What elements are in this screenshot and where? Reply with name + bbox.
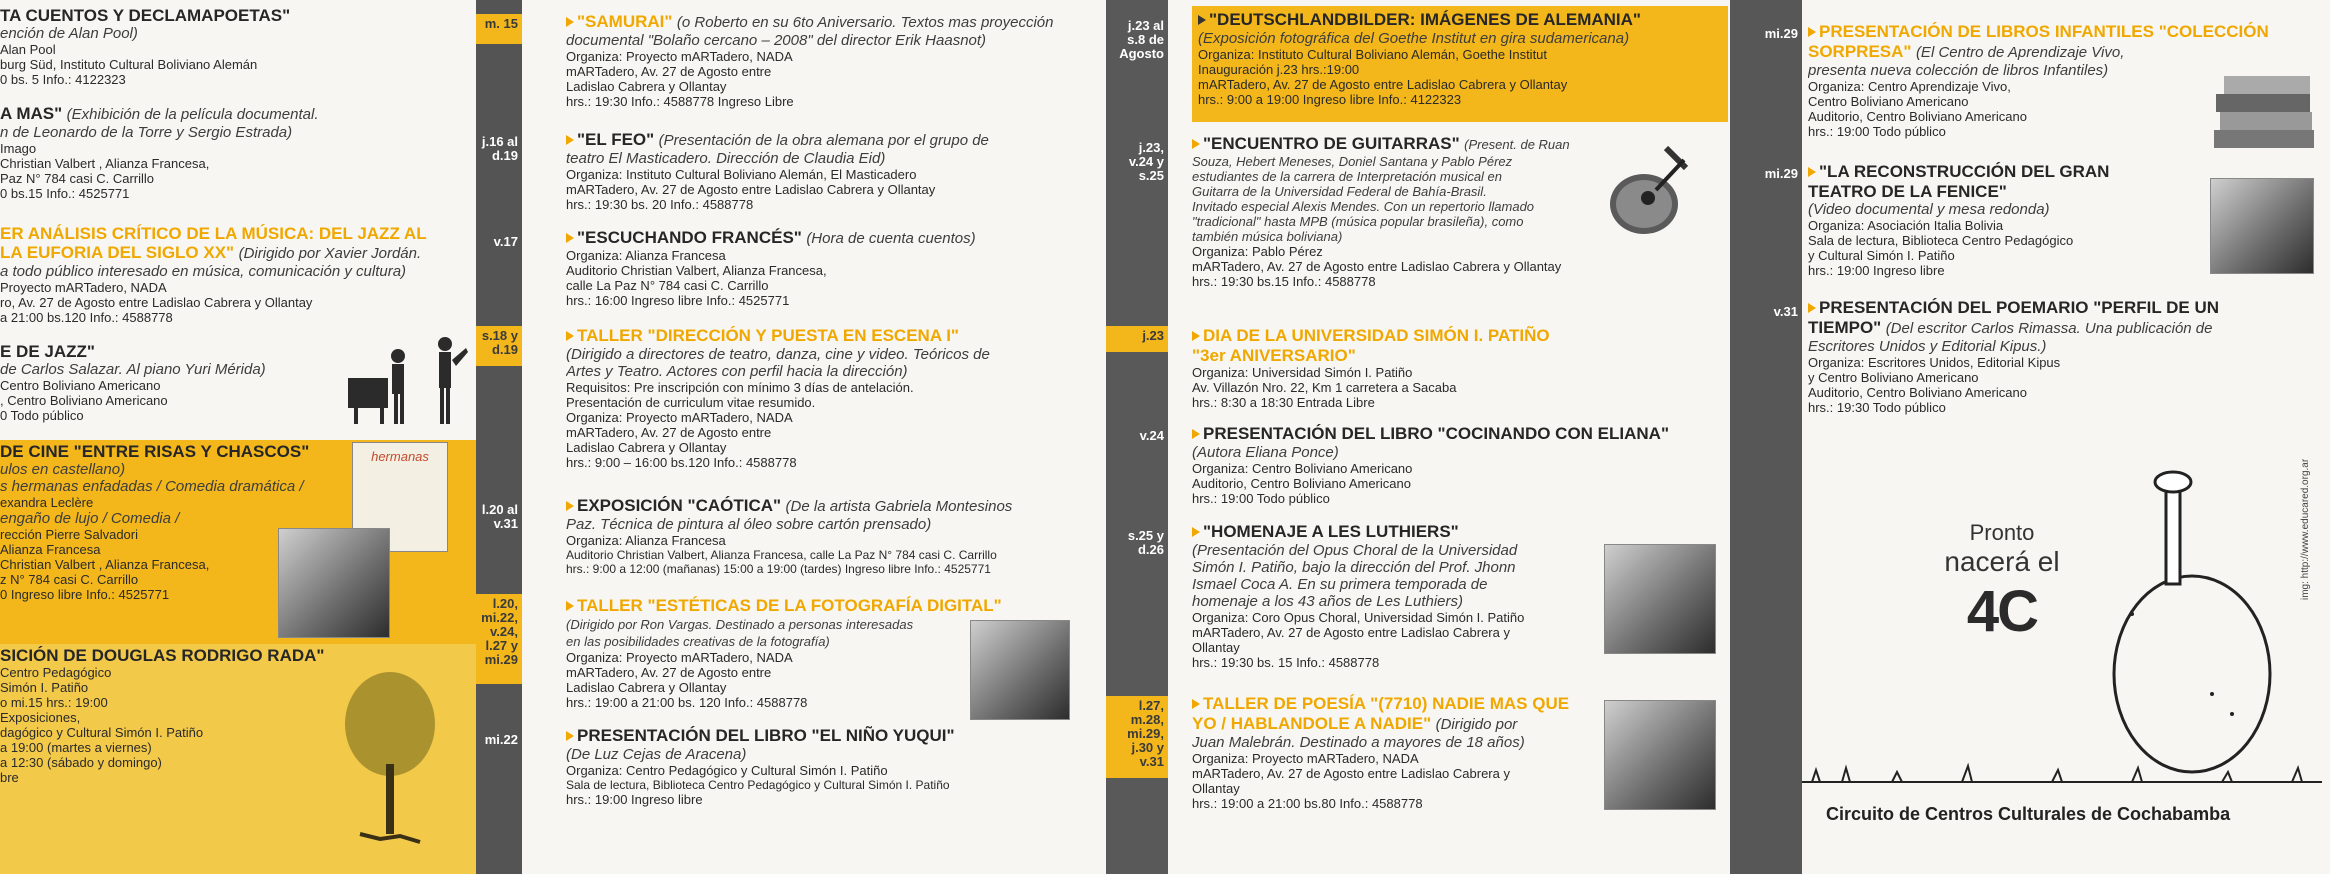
event-title: PRESENTACIÓN DEL LIBRO "EL NIÑO YUQUI" (577, 726, 955, 745)
event-line: Requisitos: Pre inscripción con mínimo 3 días de antelación. (566, 380, 914, 395)
books-stack-icon (2204, 60, 2324, 160)
event-line: exandra Leclère (0, 495, 94, 510)
event-line: Ollantay (1192, 640, 1240, 655)
event-title: PRESENTACIÓN DE LIBROS INFANTILES "COLECCIÓN (1819, 22, 2269, 41)
event-line: Centro Boliviano Americano (0, 378, 161, 393)
event-subtitle: de Carlos Salazar. Al piano Yuri Mérida) (0, 361, 266, 378)
event-line: 0 bs. 5 Info.: 4122323 (0, 72, 126, 87)
event-line: Sala de lectura, Biblioteca Centro Pedagógico y Cultural Simón I. Patiño (566, 778, 950, 792)
event-line: Organiza: Escritores Unidos, Editorial Kipus (1808, 355, 2061, 370)
event-line: 0 Todo público (0, 408, 84, 423)
event-line: mARTadero, Av. 27 de Agosto entre Ladislao Cabrera y Ollantay (1192, 259, 1562, 274)
date-tag: mi.29 (1764, 26, 1798, 41)
event-line: Centro Pedagógico (0, 665, 112, 680)
event-line: Organiza: Centro Pedagógico y Cultural Simón I. Patiño (566, 763, 888, 778)
event-line: burg Süd, Instituto Cultural Boliviano Alemán (0, 57, 258, 72)
event-line: hrs.: 19:30 bs.15 Info.: 4588778 (1192, 274, 1376, 289)
footer-title: Circuito de Centros Culturales de Cochabamba (1826, 804, 2231, 824)
image-credit: img: http://www.educared.org.ar (2300, 458, 2311, 600)
event-subtitle: Simón I. Patiño, bajo la dirección del Prof. Jhonn (1192, 559, 1516, 576)
arrow-icon (1808, 167, 1816, 177)
event-subtitle: Guitarra de la Universidad Federal de Bahía-Brasil. (1192, 184, 1487, 199)
event-line: Av. Villazón Nro. 22, Km 1 carretera a Sacaba (1192, 380, 1457, 395)
event-subtitle: Artes y Teatro. Actores con perfil hacia la dirección) (566, 363, 908, 380)
panel-4 (1802, 0, 2330, 874)
event-line: Organiza: Proyecto mARTadero, NADA (566, 650, 793, 665)
event-line: Auditorio, Centro Boliviano Americano (1808, 385, 2027, 400)
event-line: Alianza Francesa (0, 542, 101, 557)
event-line: y Cultural Simón I. Patiño (1808, 248, 1955, 263)
event-subtitle: (o Roberto en su 6to Aniversario. Textos mas proyección (676, 14, 1054, 31)
event-line: Auditorio, Centro Boliviano Americano (1192, 476, 1411, 491)
photographer-portrait (970, 620, 1070, 720)
event-line: Organiza: Alianza Francesa (566, 248, 726, 263)
date-strip-3 (1106, 0, 1168, 874)
guitar-icon (1596, 138, 1706, 248)
event-dia-universidad (1192, 326, 1728, 410)
event-line: bre (0, 770, 19, 785)
event-title: TEATRO DE LA FENICE" (1808, 182, 2007, 201)
event-line: Alan Pool (0, 42, 56, 57)
event-subtitle: teatro El Masticadero. Dirección de Claudia Eid) (566, 150, 886, 167)
arrow-icon (1192, 429, 1200, 439)
poet-photo (1604, 700, 1716, 810)
event-line: hrs.: 19:00 Todo público (1192, 491, 1330, 506)
event-deutschlandbilder (1192, 6, 1728, 122)
event-line: mARTadero, Av. 27 de Agosto entre (566, 425, 772, 440)
event-line: Simón I. Patiño (0, 680, 89, 695)
event-line: Sala de lectura, Biblioteca Centro Pedagógico (1808, 233, 2074, 248)
event-subtitle: (Present. de Ruan (1464, 137, 1570, 152)
event-line: mARTadero, Av. 27 de Agosto entre Ladislao Cabrera y (1192, 625, 1510, 640)
event-subtitle: "tradicional" hasta MPB (música popular brasileña), como (1192, 214, 1524, 229)
arrow-icon (566, 501, 574, 511)
event-cine-risas (0, 440, 476, 644)
event-line: y Centro Boliviano Americano (1808, 370, 1979, 385)
event-escuchando-frances (566, 228, 1086, 308)
arrow-icon (1808, 27, 1816, 37)
event-line: Christian Valbert , Alianza Francesa, (0, 156, 210, 171)
event-line: Organiza: Proyecto mARTadero, NADA (1192, 751, 1419, 766)
event-title: ER ANÁLISIS CRÍTICO DE LA MÚSICA: DEL JAZZ AL (0, 224, 427, 243)
date-tag: j.23, v.24 y s.25 (1128, 140, 1164, 183)
event-line: engaño de lujo / Comedia / (0, 510, 180, 527)
event-title: "SAMURAI" (577, 12, 673, 31)
event-line: Inauguración j.23 hrs.:19:00 (1198, 62, 1360, 77)
event-line: hrs.: 19:00 a 21:00 bs. 120 Info.: 4588778 (566, 695, 808, 710)
event-subtitle: (Dirigido por Xavier Jordán. (238, 245, 422, 262)
promo-line: Pronto (1969, 520, 2035, 545)
event-subtitle: Paz. Técnica de pintura al óleo sobre cartón prensado) (566, 516, 932, 533)
event-el-feo (566, 130, 1086, 212)
arrow-icon (566, 731, 574, 741)
event-line: hrs.: 19:30 Info.: 4588778 Ingreso Libre (566, 94, 794, 109)
date-tag: v.31 (1773, 304, 1798, 319)
teatro-fenice-photo (2210, 178, 2314, 274)
event-line: Centro Boliviano Americano (1808, 94, 1969, 109)
event-line: Paz N° 784 casi C. Carrillo (0, 171, 155, 186)
event-title: "HOMENAJE A LES LUTHIERS" (1203, 522, 1459, 541)
event-subtitle: (Video documental y mesa redonda) (1808, 201, 2050, 218)
event-line: mARTadero, Av. 27 de Agosto entre (566, 665, 772, 680)
event-line: Presentación de curriculum vitae resumido. (566, 395, 816, 410)
event-subtitle: ención de Alan Pool) (0, 25, 138, 42)
panel-left (0, 0, 476, 874)
event-line: Organiza: Asociación Italia Bolivia (1808, 218, 2004, 233)
event-subtitle: Invitado especial Alexis Mendes. Con un repertorio llamado (1192, 199, 1535, 214)
event-title: TIEMPO" (1808, 318, 1882, 337)
event-subtitle: (Presentación del Opus Choral de la Universidad (1192, 542, 1518, 559)
event-title: DIA DE LA UNIVERSIDAD SIMÓN I. PATIÑO (1203, 326, 1550, 345)
arrow-icon (1192, 699, 1200, 709)
arrow-icon (566, 331, 574, 341)
event-line: Organiza: Coro Opus Choral, Universidad Simón I. Patiño (1192, 610, 1525, 625)
event-title: TALLER DE POESÍA "(7710) NADIE MAS QUE (1203, 694, 1570, 713)
event-line: hrs.: 19:00 Todo público (1808, 124, 1946, 139)
event-line: hrs.: 19:00 Ingreso libre (1808, 263, 1945, 278)
event-title: "DEUTSCHLANDBILDER: IMÁGENES DE ALEMANIA" (1209, 10, 1641, 29)
event-subtitle: documental "Bolaño cercano – 2008" del director Erik Haasnot) (566, 32, 987, 49)
event-title: E DE JAZZ" (0, 342, 95, 361)
date-tag: j.23 al s.8 de Agosto (1119, 18, 1164, 61)
event-line: Ladislao Cabrera y Ollantay (566, 79, 727, 94)
event-subtitle: homenaje a los 43 años de Les Luthiers) (1192, 593, 1464, 610)
arrow-icon (566, 601, 574, 611)
event-subtitle: Juan Malebrán. Destinado a mayores de 18 años) (1192, 734, 1525, 751)
event-line: hrs.: 19:30 Todo público (1808, 400, 1946, 415)
event-subtitle: (Exhibición de la película documental. (66, 106, 319, 123)
event-subtitle: (Dirigido a directores de teatro, danza, cine y video. Teóricos de (566, 346, 990, 363)
event-taller-direccion (566, 326, 1086, 470)
event-subtitle: (Exposición fotográfica del Goethe Institut en gira sudamericana) (1198, 30, 1630, 47)
event-line: Auditorio, Centro Boliviano Americano (1808, 109, 2027, 124)
event-line: a 12:30 (sábado y domingo) (0, 755, 162, 770)
event-line: mARTadero, Av. 27 de Agosto entre (566, 64, 772, 79)
event-title: A MAS" (0, 104, 63, 123)
event-line: Ladislao Cabrera y Ollantay (566, 680, 727, 695)
event-nino-yuqui (566, 726, 1086, 807)
poster-title: hermanas (371, 449, 429, 464)
event-line: hrs.: 19:30 bs. 20 Info.: 4588778 (566, 197, 754, 212)
date-tag: j.16 al d.19 (481, 134, 518, 163)
date-strip-2 (476, 0, 522, 874)
event-line: mARTadero, Av. 27 de Agosto entre Ladislao Cabrera y Ollantay (566, 182, 936, 197)
event-line: ro, Av. 27 de Agosto entre Ladislao Cabrera y Ollantay (0, 295, 313, 310)
event-line: mARTadero, Av. 27 de Agosto entre Ladislao Cabrera y (1192, 766, 1510, 781)
grass-line-icon (1802, 762, 2322, 786)
event-line: , Centro Boliviano Americano (0, 393, 168, 408)
event-subtitle: (Dirigido por (1435, 716, 1518, 733)
luthiers-photo (1604, 544, 1716, 654)
event-subtitle: presenta nueva colección de libros Infantiles) (1808, 62, 2109, 79)
event-line: hrs.: 9:00 a 19:00 Ingreso libre Info.: 4122323 (1198, 92, 1462, 107)
event-title: SORPRESA" (1808, 42, 1912, 61)
event-title: EXPOSICIÓN "CAÓTICA" (577, 496, 782, 515)
event-line: a 21:00 bs.120 Info.: 4588778 (0, 310, 173, 325)
event-line: 0 bs.15 Info.: 4525771 (0, 186, 130, 201)
date-tag: s.25 y d.26 (1127, 528, 1164, 557)
date-tag: l.20, mi.22, v.24, l.27 y mi.29 (476, 594, 522, 684)
event-line: mARTadero, Av. 27 de Agosto entre Ladislao Cabrera y Ollantay (1198, 77, 1568, 92)
hatching-egg-icon (2092, 464, 2282, 794)
panel-2 (522, 0, 1090, 874)
event-line: Ladislao Cabrera y Ollantay (566, 440, 727, 455)
date-tag: mi.29 (1764, 166, 1798, 181)
event-title: "ENCUENTRO DE GUITARRAS" (1203, 134, 1460, 153)
date-tag: v.17 (493, 234, 518, 249)
event-cocinando-eliana (1192, 424, 1728, 506)
date-tag: s.18 y d.19 (476, 326, 522, 366)
date-strip-4 (1730, 0, 1802, 874)
event-line: Proyecto mARTadero, NADA (0, 280, 167, 295)
arrow-icon (1808, 303, 1816, 313)
event-line: hrs.: 16:00 Ingreso libre Info.: 4525771 (566, 293, 790, 308)
event-subtitle: Souza, Hebert Meneses, Doniel Santana y Pablo Pérez (1192, 154, 1513, 169)
event-line: hrs.: 19:00 a 21:00 bs.80 Info.: 4588778 (1192, 796, 1423, 811)
event-exposicion-caotica (566, 496, 1090, 576)
event-line: rección Pierre Salvadori (0, 527, 139, 542)
event-line: hrs.: 19:30 bs. 15 Info.: 4588778 (1192, 655, 1380, 670)
date-tag: j.23 (1106, 326, 1168, 352)
event-cuentos (0, 6, 470, 106)
event-line: Organiza: Instituto Cultural Boliviano Alemán, Goethe Institut (1198, 47, 1548, 62)
event-title: TALLER "DIRECCIÓN Y PUESTA EN ESCENA I" (577, 326, 959, 345)
date-tag: m. 15 (476, 14, 522, 44)
event-line: Organiza: Proyecto mARTadero, NADA (566, 49, 793, 64)
date-tag: mi.22 (484, 732, 518, 747)
event-subtitle: (Presentación de la obra alemana por el grupo de (658, 132, 989, 149)
event-title: DE CINE "ENTRE RISAS Y CHASCOS" (0, 442, 310, 461)
event-title: SICIÓN DE DOUGLAS RODRIGO RADA" (0, 646, 325, 665)
event-subtitle: (De la artista Gabriela Montesinos (785, 498, 1013, 515)
event-line: hrs.: 8:30 a 18:30 Entrada Libre (1192, 395, 1375, 410)
event-line: z N° 784 casi C. Carrillo (0, 572, 139, 587)
event-line: Organiza: Centro Aprendizaje Vivo, (1808, 79, 2011, 94)
event-line: Auditorio Christian Valbert, Alianza Francesa, calle La Paz N° 784 casi C. Carrillo (566, 548, 997, 562)
event-title: "3er ANIVERSARIO" (1192, 346, 1356, 365)
event-samurai (566, 12, 1086, 109)
event-mas (0, 104, 470, 224)
movie-still-image (278, 528, 390, 638)
event-line: calle La Paz N° 784 casi C. Carrillo (566, 278, 769, 293)
event-title: "EL FEO" (577, 130, 655, 149)
event-title: LA EUFORIA DEL SIGLO XX" (0, 243, 235, 262)
event-line: n de Leonardo de la Torre y Sergio Estrada) (0, 124, 293, 141)
event-poemario (1808, 298, 2328, 415)
event-subtitle: (De Luz Cejas de Aracena) (566, 746, 747, 763)
event-title: TA CUENTOS Y DECLAMAPOETAS" (0, 6, 291, 25)
event-title: YO / HABLANDOLE A NADIE" (1192, 714, 1432, 733)
arrow-icon (566, 17, 574, 27)
date-tag: l.27, m.28, mi.29, j.30 y v.31 (1106, 696, 1168, 778)
event-subtitle: ulos en castellano) (0, 461, 126, 478)
event-line: hrs.: 9:00 a 12:00 (mañanas) 15:00 a 19:00 (tardes) Ingreso libre Info.: 4525771 (566, 562, 991, 576)
panel-3 (1168, 0, 1730, 874)
event-line: Christian Valbert , Alianza Francesa, (0, 557, 210, 572)
arrow-icon (1192, 527, 1200, 537)
event-subtitle: (Dirigido por Ron Vargas. Destinado a personas interesadas (566, 617, 914, 632)
event-subtitle: (El Centro de Aprendizaje Vivo, (1915, 44, 2125, 61)
arrow-icon (1192, 331, 1200, 341)
promo-line: nacerá el (1944, 546, 2060, 577)
event-subtitle: (Autora Eliana Ponce) (1192, 444, 1339, 461)
event-line: s hermanas enfadadas / Comedia dramática / (0, 478, 304, 495)
event-line: Organiza: Alianza Francesa (566, 533, 726, 548)
arrow-icon (1198, 15, 1206, 25)
event-line: Auditorio Christian Valbert, Alianza Francesa, (566, 263, 827, 278)
date-tag: v.24 (1139, 428, 1164, 443)
event-line: Exposiciones, (0, 710, 81, 725)
event-subtitle: en las posibilidades creativas de la fotografía) (566, 634, 830, 649)
event-line: hrs.: 9:00 – 16:00 bs.120 Info.: 4588778 (566, 455, 797, 470)
event-subtitle: Escritores Unidos y Editorial Kipus.) (1808, 338, 2047, 355)
event-line: dagógico y Cultural Simón I. Patiño (0, 725, 204, 740)
event-subtitle: también música boliviana) (1192, 229, 1343, 244)
jazz-musicians-icon (340, 326, 476, 426)
event-title: PRESENTACIÓN DEL POEMARIO "PERFIL DE UN (1819, 298, 2220, 317)
event-line: Organiza: Universidad Simón I. Patiño (1192, 365, 1413, 380)
date-tag: l.20 al v.31 (481, 502, 518, 531)
event-line: a todo público interesado en música, comunicación y cultura) (0, 263, 407, 280)
event-subtitle: (Del escritor Carlos Rimassa. Una publicación de (1885, 320, 2213, 337)
arrow-icon (566, 135, 574, 145)
arrow-icon (566, 233, 574, 243)
event-title: TALLER "ESTÉTICAS DE LA FOTOGRAFÍA DIGITAL" (577, 596, 1002, 615)
promo-block (1932, 520, 2072, 645)
event-title: "LA RECONSTRUCCIÓN DEL GRAN (1819, 162, 2110, 181)
event-line: hrs.: 19:00 Ingreso libre (566, 792, 703, 807)
event-line: Organiza: Proyecto mARTadero, NADA (566, 410, 793, 425)
event-subtitle: (Hora de cuenta cuentos) (806, 230, 976, 247)
event-line: Organiza: Instituto Cultural Boliviano Alemán, El Masticadero (566, 167, 917, 182)
event-subtitle: Ismael Coca A. En su primera temporada de (1192, 576, 1488, 593)
event-line: Ollantay (1192, 781, 1240, 796)
event-line: o mi.15 hrs.: 19:00 (0, 695, 108, 710)
tree-figure-icon (330, 664, 450, 864)
event-title: PRESENTACIÓN DEL LIBRO "COCINANDO CON ELIANA" (1203, 424, 1670, 443)
event-line: Imago (0, 141, 37, 156)
event-subtitle: estudiantes de la carrera de Interpretación musical en (1192, 169, 1503, 184)
event-exposicion-rada (0, 644, 476, 874)
event-line: Organiza: Centro Boliviano Americano (1192, 461, 1413, 476)
event-line: Organiza: Pablo Pérez (1192, 244, 1323, 259)
event-title: "ESCUCHANDO FRANCÉS" (577, 228, 802, 247)
promo-logo: 4C (1966, 579, 2038, 644)
arrow-icon (1192, 139, 1200, 149)
event-line: a 19:00 (martes a viernes) (0, 740, 152, 755)
event-line: 0 Ingreso libre Info.: 4525771 (0, 587, 170, 602)
